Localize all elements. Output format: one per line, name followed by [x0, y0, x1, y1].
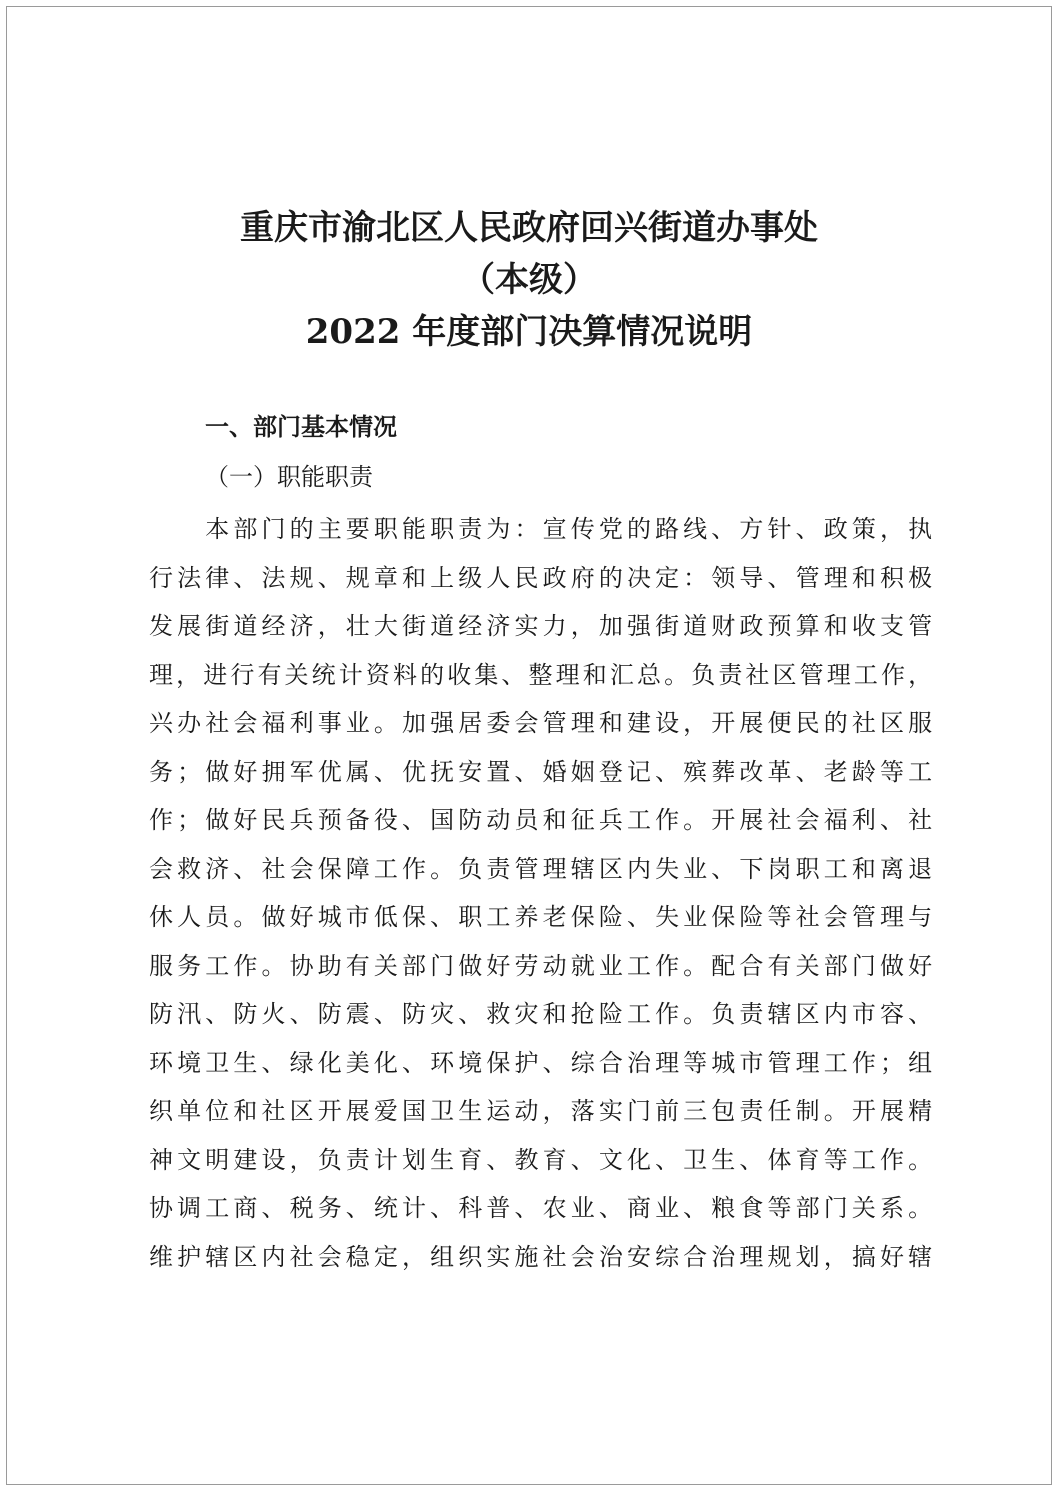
- body-line: 维护辖区内社会稳定，组织实施社会治安综合治理规划，搞好辖: [149, 1242, 935, 1271]
- document-title-line-3: 2022 年度部门决算情况说明: [305, 312, 753, 352]
- body-line: 本部门的主要职能职责为：宣传党的路线、方针、政策，执: [149, 515, 935, 543]
- document-title-line-2: （本级）: [461, 260, 597, 300]
- document-title-line-1: 重庆市渝北区人民政府回兴街道办事处: [240, 208, 818, 248]
- body-line: 协调工商、税务、统计、科普、农业、商业、粮食等部门关系。: [149, 1194, 935, 1222]
- body-line: 织单位和社区开展爱国卫生运动，落实门前三包责任制。开展精: [149, 1097, 935, 1125]
- body-line: 作；做好民兵预备役、国防动员和征兵工作。开展社会福利、社: [149, 806, 935, 834]
- body-line: 环境卫生、绿化美化、环境保护、综合治理等城市管理工作；组: [149, 1048, 935, 1077]
- body-line: 发展街道经济，壮大街道经济实力，加强街道财政预算和收支管: [149, 612, 935, 640]
- document-page: [6, 6, 1052, 1485]
- section-heading-basic-info: 一、部门基本情况: [205, 413, 397, 441]
- body-line: 服务工作。协助有关部门做好劳动就业工作。配合有关部门做好: [149, 951, 935, 980]
- body-line: 兴办社会福利事业。加强居委会管理和建设，开展便民的社区服: [149, 709, 935, 737]
- body-line: 务；做好拥军优属、优抚安置、婚姻登记、殡葬改革、老龄等工: [149, 757, 935, 786]
- body-line: 会救济、社会保障工作。负责管理辖区内失业、下岗职工和离退: [149, 854, 935, 883]
- body-line: 行法律、法规、规章和上级人民政府的决定：领导、管理和积极: [149, 563, 935, 592]
- body-paragraph: [149, 505, 935, 1281]
- subsection-heading-functions: （一）职能职责: [205, 463, 373, 491]
- body-line: 神文明建设，负责计划生育、教育、文化、卫生、体育等工作。: [149, 1145, 935, 1174]
- body-line: 休人员。做好城市低保、职工养老保险、失业保险等社会管理与: [149, 903, 935, 931]
- body-line: 防汛、防火、防震、防灾、救灾和抢险工作。负责辖区内市容、: [149, 1000, 935, 1028]
- body-line: 理，进行有关统计资料的收集、整理和汇总。负责社区管理工作，: [149, 660, 935, 689]
